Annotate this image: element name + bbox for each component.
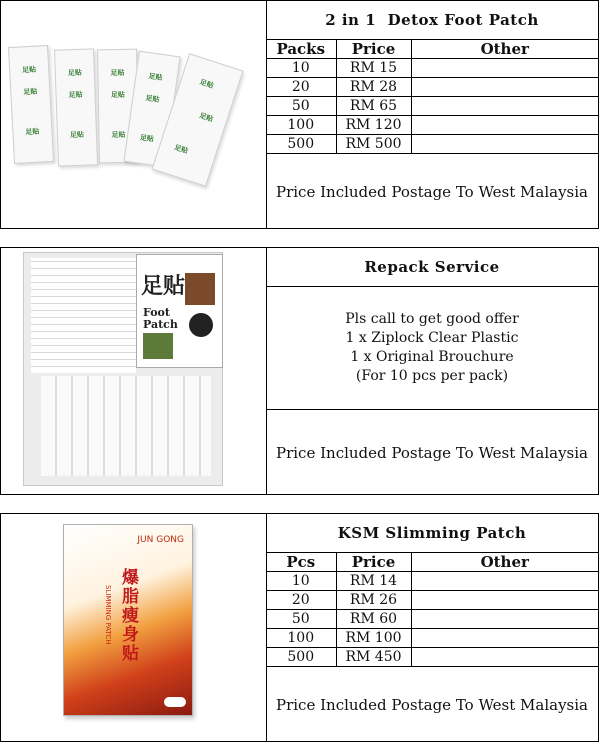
price-cell: RM 65 — [336, 97, 411, 116]
brochure-label-cn: 足贴 — [141, 273, 186, 299]
qty-cell: 50 — [266, 97, 336, 116]
section2-offer — [266, 287, 598, 410]
other-cell — [411, 97, 598, 116]
col-header-packs: Packs — [266, 40, 336, 59]
table-row — [266, 116, 598, 135]
table-header-row — [266, 40, 598, 59]
other-cell — [411, 629, 598, 648]
qty-cell: 100 — [266, 116, 336, 135]
brochure — [136, 254, 223, 368]
table-row — [266, 135, 598, 154]
offer-line: 1 x Original Brouchure — [350, 349, 514, 365]
section1-price-table — [266, 40, 598, 154]
section-ksm-slimming-patch — [0, 513, 599, 742]
ksm-slimming-patch-image — [1, 514, 267, 741]
qty-cell: 20 — [266, 591, 336, 610]
price-cell: RM 500 — [336, 135, 411, 154]
price-cell: RM 120 — [336, 116, 411, 135]
table-row — [266, 591, 598, 610]
other-cell — [411, 135, 598, 154]
qty-cell: 10 — [266, 59, 336, 78]
qty-cell: 20 — [266, 78, 336, 97]
pack-subtitle: SLIMMING PATCH — [104, 585, 112, 645]
other-cell — [411, 572, 598, 591]
repack-service-image — [1, 248, 267, 494]
pack-brand: JUN GONG — [137, 535, 184, 545]
qty-cell: 50 — [266, 610, 336, 629]
col-header-price: Price — [336, 40, 411, 59]
price-cell: RM 450 — [336, 648, 411, 667]
table-header-row — [266, 553, 598, 572]
section3-price-table — [266, 553, 598, 667]
table-row — [266, 78, 598, 97]
table-row — [266, 59, 598, 78]
offer-line: (For 10 pcs per pack) — [355, 368, 509, 384]
offer-line: 1 x Ziplock Clear Plastic — [345, 330, 519, 346]
other-cell — [411, 59, 598, 78]
price-cell: RM 28 — [336, 78, 411, 97]
brochure-photo — [143, 333, 173, 359]
other-cell — [411, 648, 598, 667]
col-header-price: Price — [336, 553, 411, 572]
other-cell — [411, 116, 598, 135]
patch-stack-top — [31, 258, 136, 373]
price-cell: RM 60 — [336, 610, 411, 629]
other-cell — [411, 78, 598, 97]
sachet-1: 足贴 足贴 足贴 — [8, 45, 54, 164]
section3-title: KSM Slimming Patch — [266, 514, 598, 553]
brochure-label-en: Foot Patch — [143, 306, 178, 331]
section2-title: Repack Service — [266, 248, 598, 287]
patch-stack-bottom — [41, 376, 211, 476]
sachet-5: 足贴 足贴 足贴 — [152, 53, 244, 187]
price-cell: RM 26 — [336, 591, 411, 610]
qty-cell: 500 — [266, 648, 336, 667]
table-row — [266, 572, 598, 591]
section1-title: 2 in 1 Detox Foot Patch — [266, 1, 598, 40]
section1-postage-note: Price Included Postage To West Malaysia — [276, 183, 588, 201]
brochure-stripe — [185, 273, 215, 305]
price-cell: RM 100 — [336, 629, 411, 648]
table-row — [266, 648, 598, 667]
section2-postage-note: Price Included Postage To West Malaysia — [276, 443, 588, 462]
offer-line: Pls call to get good offer — [345, 311, 519, 327]
table-row — [266, 610, 598, 629]
section3-postage-note: Price Included Postage To West Malaysia — [276, 696, 588, 714]
other-cell — [411, 610, 598, 629]
other-cell — [411, 591, 598, 610]
section-detox-foot-patch — [0, 0, 599, 229]
qty-cell: 10 — [266, 572, 336, 591]
sachet-4: 足贴 足贴 足贴 — [123, 51, 180, 168]
price-cell: RM 15 — [336, 59, 411, 78]
brochure-badge — [189, 313, 213, 337]
col-header-other: Other — [411, 553, 598, 572]
sachet-2: 足贴 足贴 足贴 — [54, 48, 98, 166]
table-row — [266, 97, 598, 116]
table-row — [266, 629, 598, 648]
qty-cell: 100 — [266, 629, 336, 648]
section-repack-service — [0, 247, 599, 495]
pack-name-cn: 爆脂瘦身贴 — [122, 568, 139, 664]
price-cell: RM 14 — [336, 572, 411, 591]
qty-cell: 500 — [266, 135, 336, 154]
col-header-pcs: Pcs — [266, 553, 336, 572]
detox-foot-patch-image — [1, 1, 267, 228]
col-header-other: Other — [411, 40, 598, 59]
pack-tag — [164, 697, 186, 707]
sachet-3: 足贴 足贴 足贴 — [97, 49, 139, 164]
slimming-pack — [63, 524, 193, 716]
